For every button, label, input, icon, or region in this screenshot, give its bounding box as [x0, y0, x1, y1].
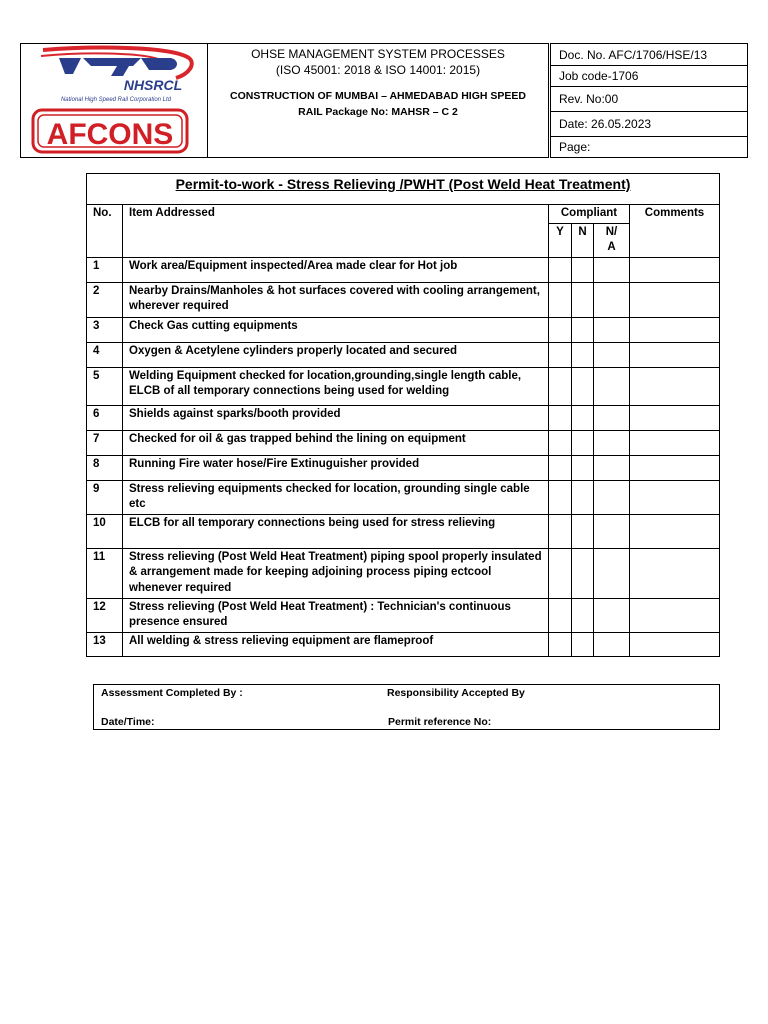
row-item: Check Gas cutting equipments	[123, 317, 549, 342]
table-row	[87, 367, 720, 405]
nhsrcl-logo	[21, 44, 207, 157]
row-na-cell	[594, 598, 630, 632]
row-na-cell	[594, 282, 630, 317]
row-na-cell	[594, 480, 630, 514]
doc-number: Doc. No. AFC/1706/HSE/13	[551, 44, 748, 66]
row-comments-cell	[630, 455, 720, 480]
project-line-2: RAIL Package No: MAHSR – C 2	[298, 106, 458, 118]
row-comments-cell	[630, 257, 720, 282]
row-comments-cell	[630, 317, 720, 342]
row-yes-cell	[549, 480, 572, 514]
job-code: Job code-1706	[551, 66, 748, 87]
row-comments-cell	[630, 405, 720, 430]
row-comments-cell	[630, 282, 720, 317]
row-no-cell	[572, 598, 594, 632]
row-na-cell	[594, 430, 630, 455]
nhsrcl-text: NHSRCL	[123, 77, 183, 93]
header-table	[20, 43, 549, 158]
table-row	[87, 257, 720, 282]
page-number: Page:	[551, 137, 748, 158]
checklist-rows	[87, 257, 720, 656]
row-na-cell	[594, 632, 630, 656]
row-na-cell	[594, 317, 630, 342]
assessment-completed-label: Assessment Completed By :	[101, 687, 243, 699]
row-item: ELCB for all temporary connections being used for stress relieving	[123, 514, 549, 548]
row-yes-cell	[549, 514, 572, 548]
header-no: No.	[87, 205, 123, 258]
row-number: 11	[87, 548, 123, 598]
row-no-cell	[572, 455, 594, 480]
table-row	[87, 282, 720, 317]
row-item: Stress relieving (Post Weld Heat Treatment) : Technician's continuous presence ensured	[123, 598, 549, 632]
row-no-cell	[572, 548, 594, 598]
permit-checklist-table	[86, 173, 720, 657]
table-row	[87, 430, 720, 455]
row-item: Shields against sparks/booth provided	[123, 405, 549, 430]
row-yes-cell	[549, 257, 572, 282]
header-no-compliant: N	[572, 223, 594, 257]
row-number: 2	[87, 282, 123, 317]
row-item: Running Fire water hose/Fire Extinuguisher provided	[123, 455, 549, 480]
row-no-cell	[572, 430, 594, 455]
logo-cell	[21, 44, 208, 158]
row-yes-cell	[549, 455, 572, 480]
row-number: 9	[87, 480, 123, 514]
table-row	[87, 342, 720, 367]
row-comments-cell	[630, 548, 720, 598]
row-number: 10	[87, 514, 123, 548]
row-no-cell	[572, 317, 594, 342]
row-yes-cell	[549, 598, 572, 632]
permit-title-text: Permit-to-work - Stress Relieving /PWHT (Post Weld Heat Treatment)	[175, 176, 631, 192]
row-na-cell	[594, 342, 630, 367]
row-no-cell	[572, 367, 594, 405]
row-item: Work area/Equipment inspected/Area made clear for Hot job	[123, 257, 549, 282]
signoff-box	[93, 684, 720, 730]
row-no-cell	[572, 257, 594, 282]
project-line-1: CONSTRUCTION OF MUMBAI – AHMEDABAD HIGH SPEED	[230, 90, 526, 102]
row-na-cell	[594, 257, 630, 282]
row-no-cell	[572, 514, 594, 548]
row-number: 13	[87, 632, 123, 656]
row-yes-cell	[549, 342, 572, 367]
table-row	[87, 632, 720, 656]
row-no-cell	[572, 405, 594, 430]
row-item: Oxygen & Acetylene cylinders properly located and secured	[123, 342, 549, 367]
row-yes-cell	[549, 317, 572, 342]
row-comments-cell	[630, 514, 720, 548]
row-number: 8	[87, 455, 123, 480]
row-item: Welding Equipment checked for location,grounding,single length cable, ELCB of all temporary connections being used for welding	[123, 367, 549, 405]
row-comments-cell	[630, 430, 720, 455]
row-na-cell	[594, 514, 630, 548]
row-no-cell	[572, 480, 594, 514]
row-item: Stress relieving (Post Weld Heat Treatment) piping spool properly insulated & arrangement made for keeping adjoining process piping ectcool whenever required	[123, 548, 549, 598]
table-row	[87, 514, 720, 548]
header-compliant: Compliant	[549, 205, 630, 224]
afcons-text: AFCONS	[46, 118, 174, 151]
document-date: Date: 26.05.2023	[551, 112, 748, 137]
row-item: All welding & stress relieving equipment are flameproof	[123, 632, 549, 656]
row-comments-cell	[630, 342, 720, 367]
responsibility-accepted-label: Responsibility Accepted By	[387, 687, 525, 699]
row-number: 7	[87, 430, 123, 455]
table-row	[87, 548, 720, 598]
row-item: Checked for oil & gas trapped behind the lining on equipment	[123, 430, 549, 455]
permit-title	[87, 174, 720, 205]
date-time-label: Date/Time:	[101, 716, 155, 728]
row-na-cell	[594, 455, 630, 480]
row-yes-cell	[549, 405, 572, 430]
permit-reference-label: Permit reference No:	[388, 716, 492, 728]
header-comments: Comments	[630, 205, 720, 258]
row-no-cell	[572, 632, 594, 656]
row-yes-cell	[549, 548, 572, 598]
header-yes: Y	[549, 223, 572, 257]
row-no-cell	[572, 342, 594, 367]
header-item-addressed: Item Addressed	[123, 205, 549, 258]
row-na-cell	[594, 367, 630, 405]
row-yes-cell	[549, 367, 572, 405]
table-row	[87, 480, 720, 514]
document-meta-table	[550, 43, 748, 158]
row-na-cell	[594, 548, 630, 598]
header-not-applicable: N/ A	[594, 223, 630, 257]
row-item: Stress relieving equipments checked for location, grounding single cable etc	[123, 480, 549, 514]
table-row	[87, 317, 720, 342]
row-comments-cell	[630, 367, 720, 405]
revision-number: Rev. No:00	[551, 87, 748, 112]
row-item: Nearby Drains/Manholes & hot surfaces covered with cooling arrangement, wherever required	[123, 282, 549, 317]
row-yes-cell	[549, 632, 572, 656]
system-title: OHSE MANAGEMENT SYSTEM PROCESSES	[251, 47, 505, 61]
row-no-cell	[572, 282, 594, 317]
table-row	[87, 405, 720, 430]
row-comments-cell	[630, 598, 720, 632]
row-number: 12	[87, 598, 123, 632]
nhsrcl-subtext: National High Speed Rail Corporation Ltd	[60, 97, 172, 103]
row-number: 5	[87, 367, 123, 405]
row-na-cell	[594, 405, 630, 430]
header-center-cell	[208, 44, 549, 158]
iso-standards: (ISO 45001: 2018 & ISO 14001: 2015)	[275, 63, 481, 77]
row-comments-cell	[630, 480, 720, 514]
row-comments-cell	[630, 632, 720, 656]
row-yes-cell	[549, 282, 572, 317]
table-row	[87, 455, 720, 480]
row-number: 6	[87, 405, 123, 430]
row-yes-cell	[549, 430, 572, 455]
row-number: 3	[87, 317, 123, 342]
row-number: 1	[87, 257, 123, 282]
table-row	[87, 598, 720, 632]
row-number: 4	[87, 342, 123, 367]
